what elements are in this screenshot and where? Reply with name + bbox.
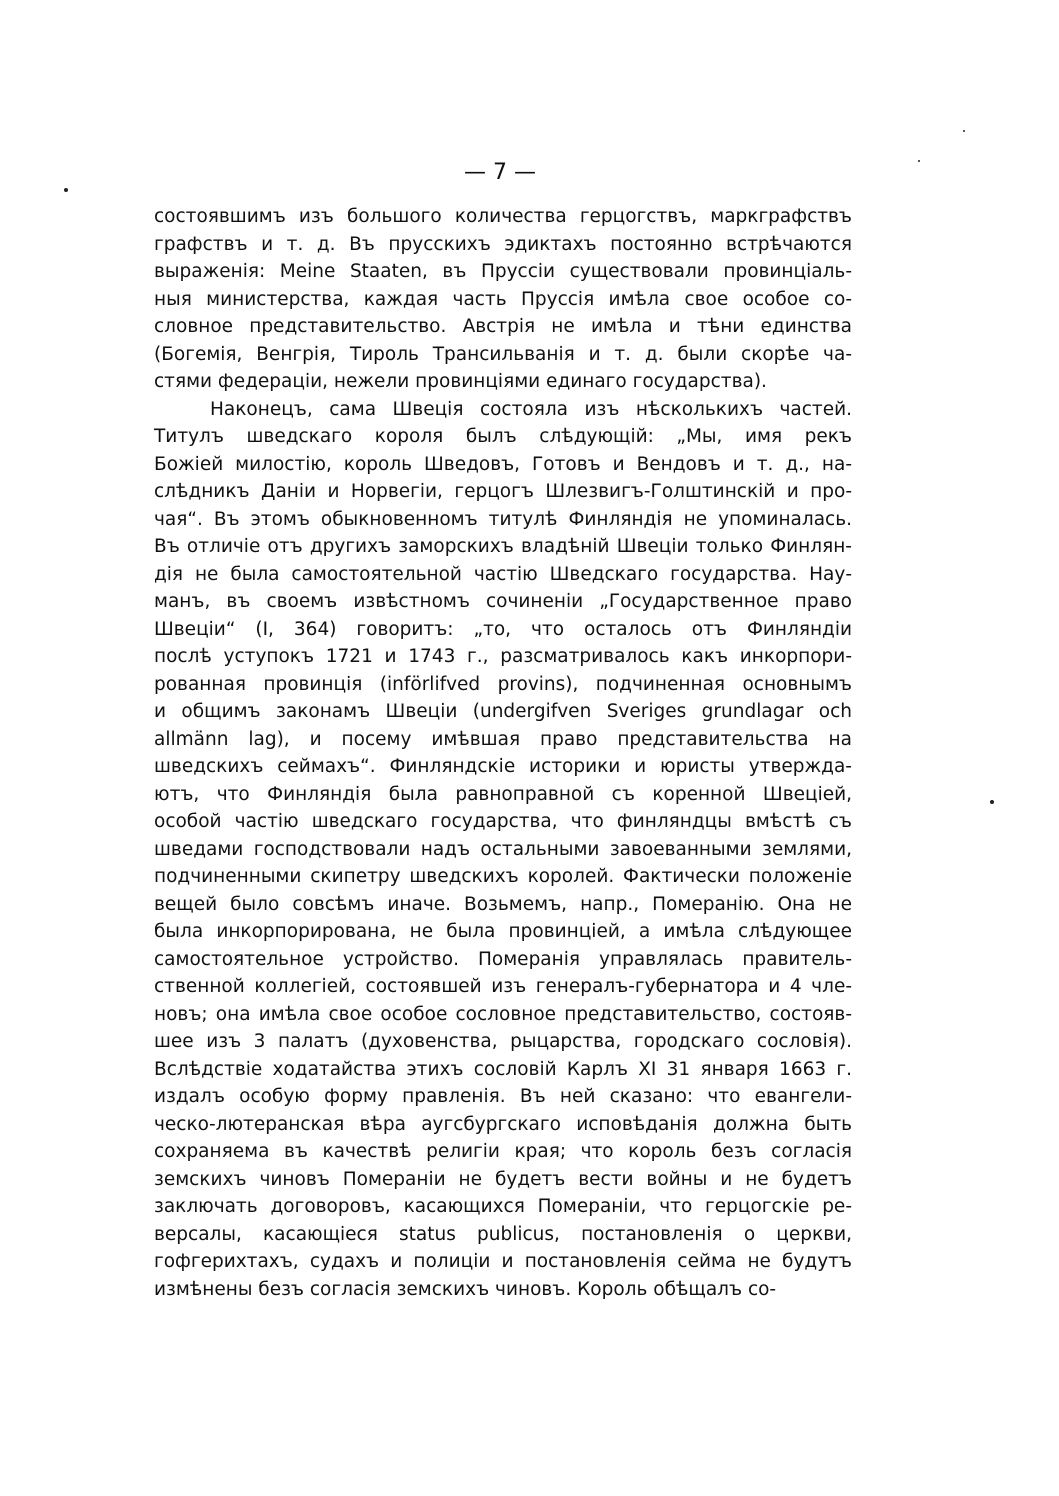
text-line: сохраняема въ качествѣ религіи края; что король безъ согласія [154,1141,852,1162]
text-line: рованная провинція (införlifved provins), подчиненная основнымъ [154,673,852,695]
text-line: Наконецъ, сама Швеція состояла изъ нѣсколькихъ частей. [210,398,852,420]
text-line: словное представительство. Австрія не имѣла и тѣни единства [154,316,852,337]
page-number: — 7 — [464,160,536,185]
text-line: манъ, въ своемъ извѣстномъ сочиненіи „Государственное право [154,591,852,612]
text-line: allmänn lag), и посему имѣвшая право представительства на [154,728,852,750]
text-line: Титулъ шведскаго короля былъ слѣдующій: „Мы, имя рекъ [154,426,852,447]
text-line: ческо-лютеранская вѣра аугсбургскаго исповѣданія должна быть [154,1113,852,1135]
text-line: подчиненными скипетру шведскихъ королей. Фактически положеніе [154,866,852,887]
text-line: особой частію шведскаго государства, что финляндцы вмѣстѣ съ [154,811,852,832]
text-line: шведскихъ сеймахъ“. Финляндскіе историки и юристы утвержда- [154,756,852,777]
text-line: издалъ особую форму правленія. Въ ней сказано: что евангели- [154,1086,852,1107]
text-line: Швеціи“ (I, 364) говоритъ: „то, что осталось отъ Финляндіи [154,618,852,640]
text-line: послѣ уступокъ 1721 и 1743 г., разсматривалось какъ инкорпори- [154,646,852,667]
text-line: слѣдникъ Даніи и Норвегіи, герцогъ Шлезвигъ-Голштинскій и про- [154,481,852,502]
text-line: вещей было совсѣмъ иначе. Возьмемъ, напр., Померанію. Она не [154,893,852,915]
text-line: ютъ, что Финляндія была равноправной съ коренной Швеціей, [154,783,852,805]
text-line: новъ; она имѣла свое особое сословное представительство, состояв- [154,1003,852,1025]
text-line: версалы, касающіеся status publicus, постановленія о церкви, [154,1223,852,1245]
body-text [154,203,852,1303]
text-line: гофгерихтахъ, судахъ и полиціи и постановленія сейма не будутъ [154,1251,852,1272]
text-line: дія не была самостоятельной частію Шведскаго государства. Нау- [154,563,852,585]
text-line: чая“. Въ этомъ обыкновенномъ титулѣ Финляндія не упоминалась. [154,508,852,530]
scan-speck [918,160,920,162]
text-line: ственной коллегіей, состоявшей изъ генералъ-губернатора и 4 чле- [154,976,852,997]
scan-speck [990,800,994,804]
text-line: выраженія: Meine Staaten, въ Пруссіи существовали провинціаль- [154,261,852,282]
text-line: измѣнены безъ согласія земскихъ чиновъ. Король обѣщалъ со- [154,1278,777,1300]
text-line: состоявшимъ изъ большого количества герцогствъ, маркграфствъ [154,206,852,227]
scan-speck [963,130,965,132]
text-line: Въ отличіе отъ другихъ заморскихъ владѣній Швеціи только Финлян- [154,536,852,557]
paragraph [154,203,852,396]
text-line: ныя министерства, каждая часть Пруссія имѣла свое особое со- [154,288,852,310]
text-line: заключать договоровъ, касающихся Помераніи, что герцогскіе ре- [154,1196,852,1217]
text-line: шведами господствовали надъ остальными завоеванными землями, [154,838,852,860]
text-line: графствъ и т. д. Въ прусскихъ эдиктахъ постоянно встрѣчаются [154,233,852,255]
text-line: была инкорпорирована, не была провинціей, а имѣла слѣдующее [154,921,852,942]
text-line: стями федераціи, нежели провинціями единаго государства). [154,371,767,392]
text-line: и общимъ законамъ Швеціи (undergifven Sveriges grundlagar och [154,701,852,722]
text-line: земскихъ чиновъ Помераніи не будетъ вести войны и не будетъ [154,1168,852,1190]
text-line: шее изъ 3 палатъ (духовенства, рыцарства, городскаго сословія). [154,1031,852,1052]
scan-speck [64,188,68,192]
text-line: Божіей милостію, король Шведовъ, Готовъ и Вендовъ и т. д., на- [154,453,852,475]
text-line: Вслѣдствіе ходатайства этихъ сословій Карлъ XI 31 января 1663 г. [154,1058,852,1080]
text-line: самостоятельное устройство. Померанія управлялась правитель- [154,948,852,970]
paragraph [154,396,852,1304]
text-line: (Богемія, Венгрія, Тироль Трансильванія и т. д. были скорѣе ча- [154,343,852,365]
